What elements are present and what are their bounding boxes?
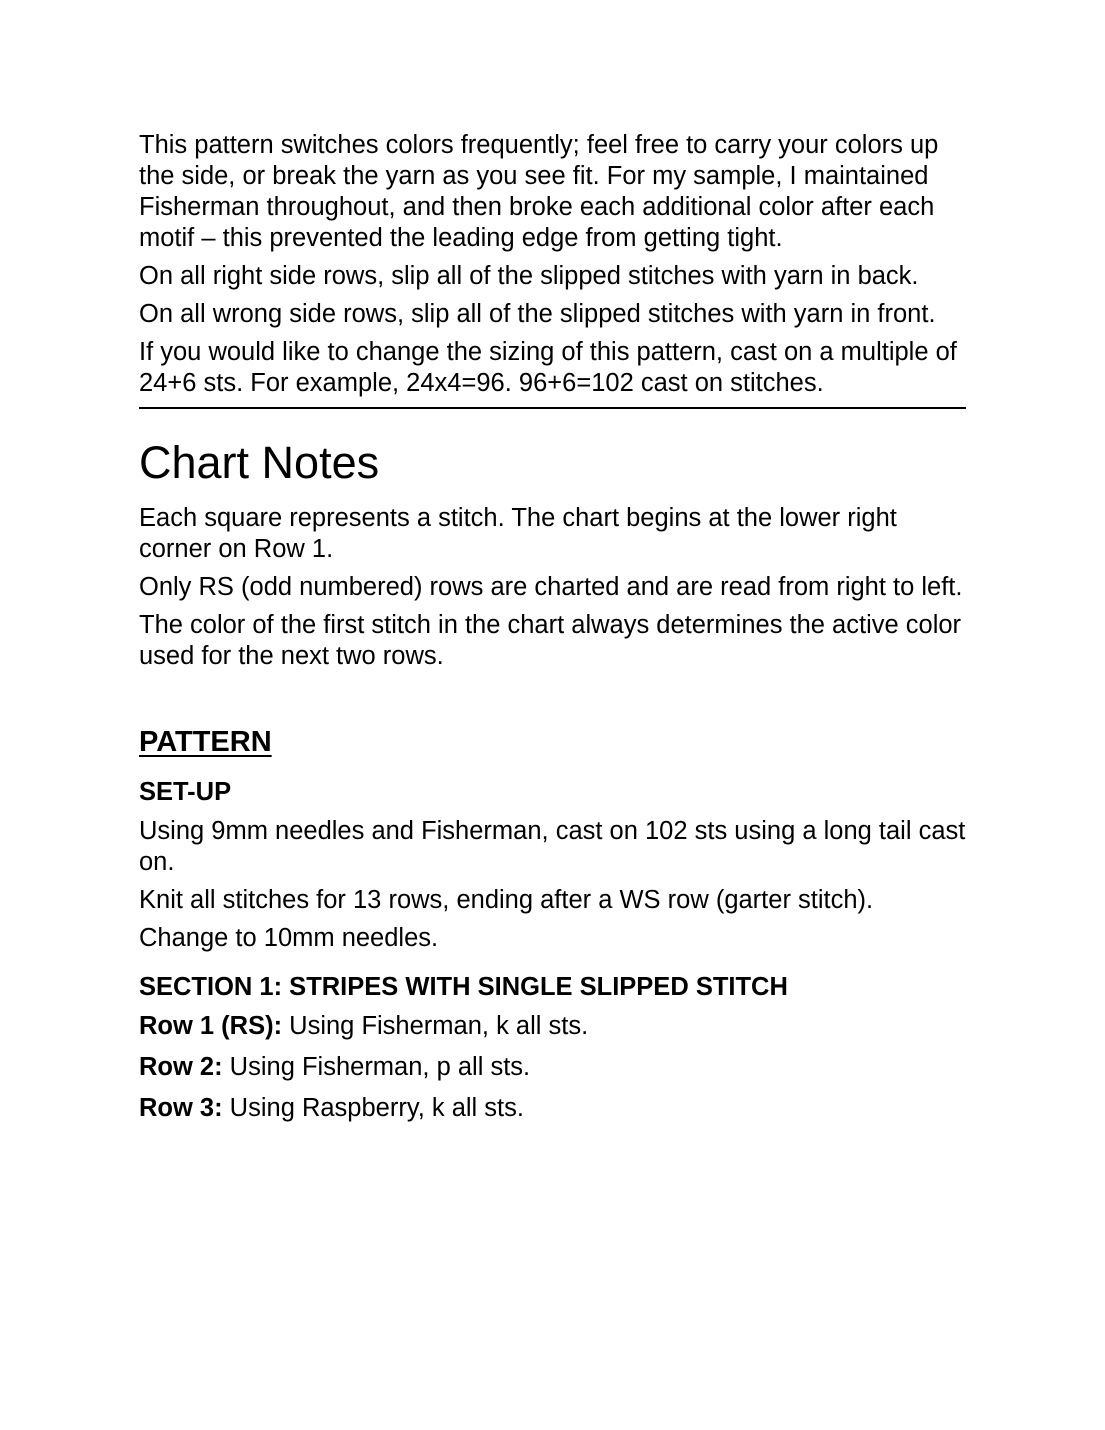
row-text: Using Fisherman, p all sts.	[222, 1053, 531, 1081]
setup-heading: SET-UP	[139, 778, 232, 806]
row-instruction	[139, 1011, 969, 1042]
chart-notes-paragraph-1: Each square represents a stitch. The chart begins at the lower right corner on Row 1.	[139, 504, 897, 563]
row-text: Using Raspberry, k all sts.	[222, 1094, 524, 1122]
intro-paragraph-2: On all right side rows, slip all of the slipped stitches with yarn in back.	[139, 262, 919, 290]
row-label: Row 1 (RS):	[139, 1012, 283, 1040]
section-1-heading: SECTION 1: STRIPES WITH SINGLE SLIPPED STITCH	[139, 973, 788, 1001]
row-text: Using Fisherman, k all sts.	[282, 1012, 589, 1040]
chart-notes-paragraph-2: Only RS (odd numbered) rows are charted and are read from right to left.	[139, 573, 963, 601]
setup-paragraph-1: Using 9mm needles and Fisherman, cast on 102 sts using a long tail cast on.	[139, 817, 966, 876]
document-page	[139, 130, 969, 1134]
row-label: Row 2:	[139, 1053, 223, 1081]
row-instruction	[139, 1052, 969, 1083]
chart-notes-paragraph-3: The color of the first stitch in the chart always determines the active color used for the next two rows.	[139, 611, 962, 670]
intro-paragraph-3: On all wrong side rows, slip all of the slipped stitches with yarn in front.	[139, 300, 936, 328]
horizontal-divider	[139, 407, 966, 409]
intro-paragraph-4: If you would like to change the sizing of this pattern, cast on a multiple of 24+6 sts. For example, 24x4=96. 96+6=102 cast on stitches.	[139, 338, 957, 397]
setup-paragraph-2: Knit all stitches for 13 rows, ending after a WS row (garter stitch).	[139, 886, 874, 914]
intro-paragraph-1: This pattern switches colors frequently; feel free to carry your colors up the side, or break the yarn as you see fit. For my sample, I maintained Fisherman throughout, and then broke each additional color after each motif – this prevented the leading edge from getting tight.	[139, 131, 939, 252]
chart-notes-heading: Chart Notes	[139, 437, 380, 488]
setup-paragraph-3: Change to 10mm needles.	[139, 924, 439, 952]
pattern-heading: PATTERN	[139, 726, 272, 758]
row-label: Row 3:	[139, 1094, 223, 1122]
row-instruction	[139, 1093, 969, 1124]
